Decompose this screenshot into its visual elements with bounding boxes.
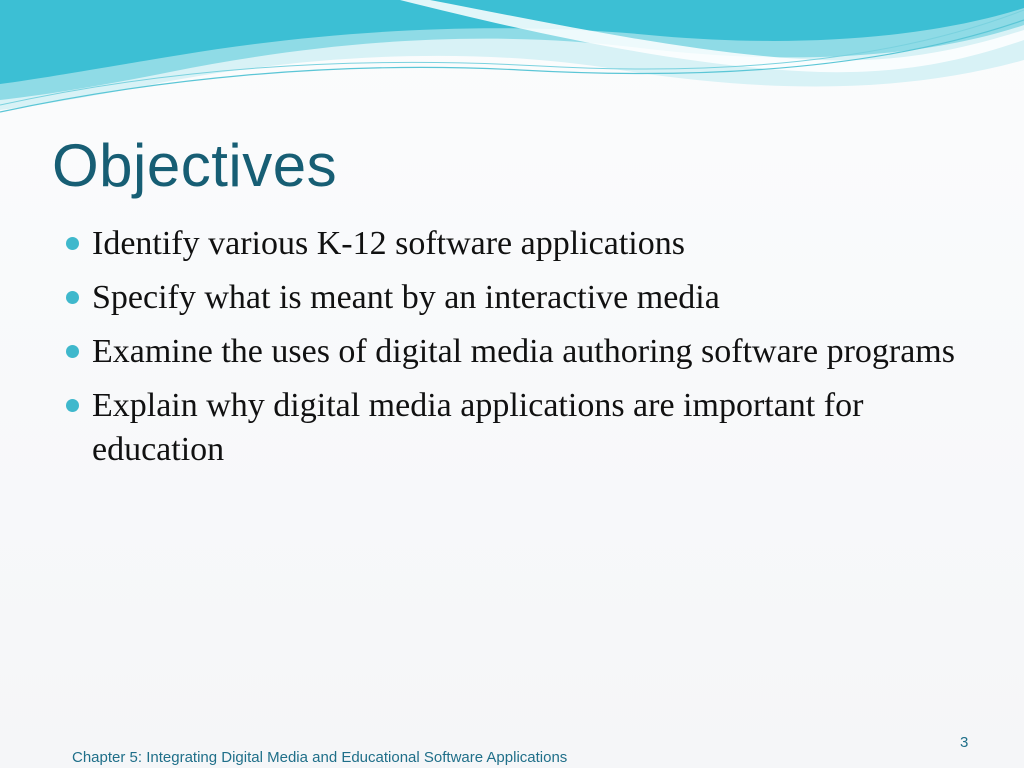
list-item xyxy=(64,330,964,374)
list-item xyxy=(64,276,964,320)
bullet-text: Explain why digital media applications are important for education xyxy=(92,387,864,468)
bullet-dot-icon xyxy=(66,399,79,412)
bullet-dot-icon xyxy=(66,237,79,250)
list-item xyxy=(64,384,964,472)
bullet-dot-icon xyxy=(66,291,79,304)
decorative-wave-banner xyxy=(0,0,1024,130)
bullet-text: Identify various K-12 software applications xyxy=(92,225,685,262)
objectives-list xyxy=(64,222,964,482)
bullet-text: Examine the uses of digital media authoring software programs xyxy=(92,333,955,370)
slide-title: Objectives xyxy=(52,132,338,199)
page-number: 3 xyxy=(960,734,969,751)
slide-footer: Chapter 5: Integrating Digital Media and Educational Software Applications xyxy=(72,749,568,766)
bullet-dot-icon xyxy=(66,345,79,358)
bullet-text: Specify what is meant by an interactive media xyxy=(92,279,720,316)
list-item xyxy=(64,222,964,266)
